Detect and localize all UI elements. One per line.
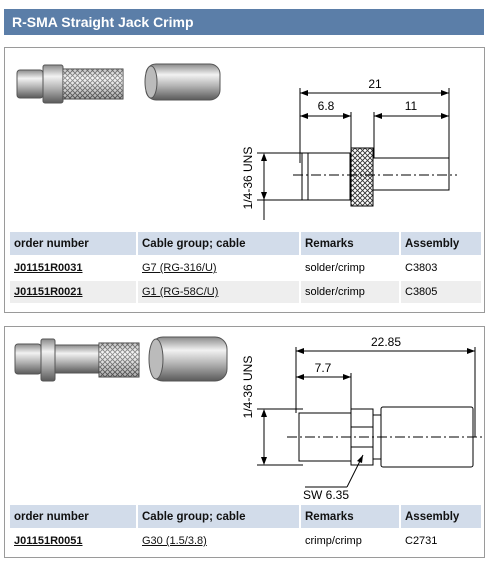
dim-a-label: 6.8	[317, 99, 335, 113]
order-table-2	[8, 503, 483, 554]
header-order-number: order number	[10, 505, 136, 528]
order-number-link[interactable]: J01151R0051	[14, 535, 83, 547]
header-remarks: Remarks	[301, 505, 399, 528]
assembly-cell: C3803	[405, 262, 438, 274]
assembly-cell: C2731	[405, 535, 438, 547]
table-row	[10, 530, 481, 552]
table-row	[10, 257, 481, 279]
header-cable-group: Cable group; cable	[138, 505, 299, 528]
thread-label: 1/4-36 UNS	[241, 146, 255, 210]
remarks-cell: solder/crimp	[305, 262, 365, 274]
product-panel-2	[4, 326, 485, 558]
table-header-row	[10, 505, 481, 528]
header-order-number: order number	[10, 232, 136, 255]
table-row	[10, 281, 481, 303]
table-header-row	[10, 232, 481, 255]
crimp-ferrule-photo	[145, 64, 220, 100]
header-assembly: Assembly	[401, 505, 481, 528]
header-remarks: Remarks	[301, 232, 399, 255]
cable-link[interactable]: G1 (RG-58C/U)	[142, 286, 219, 298]
connector-photo	[15, 339, 139, 381]
remarks-cell: crimp/crimp	[305, 535, 362, 547]
remarks-cell: solder/crimp	[301, 281, 399, 303]
overall-length-label: 22.85	[370, 335, 402, 349]
wrench-size-label: SW 6.35	[303, 488, 350, 502]
thread-label: 1/4-36 UNS	[241, 355, 255, 419]
assembly-cell: C3805	[401, 281, 481, 303]
dim-b-label: 11	[404, 99, 418, 113]
crimp-ferrule-photo	[149, 337, 227, 381]
dimension-drawing	[257, 347, 483, 487]
cable-link[interactable]: G7 (RG-316/U)	[142, 262, 217, 274]
overall-length-label: 21	[368, 77, 382, 91]
dim-a-label: 7.7	[314, 361, 332, 375]
header-assembly: Assembly	[401, 232, 481, 255]
order-number-link[interactable]: J01151R0021	[14, 286, 83, 298]
connector-photo	[17, 65, 123, 103]
product-drawing-1	[5, 48, 484, 230]
product-drawing-2	[5, 327, 484, 503]
dimension-drawing	[257, 88, 457, 220]
cable-link[interactable]: G30 (1.5/3.8)	[142, 535, 207, 547]
product-panel-1	[4, 47, 485, 313]
order-number-link[interactable]: J01151R0031	[14, 262, 83, 274]
page-title: R-SMA Straight Jack Crimp	[4, 9, 484, 35]
order-table-1	[8, 230, 483, 305]
header-cable-group: Cable group; cable	[138, 232, 299, 255]
